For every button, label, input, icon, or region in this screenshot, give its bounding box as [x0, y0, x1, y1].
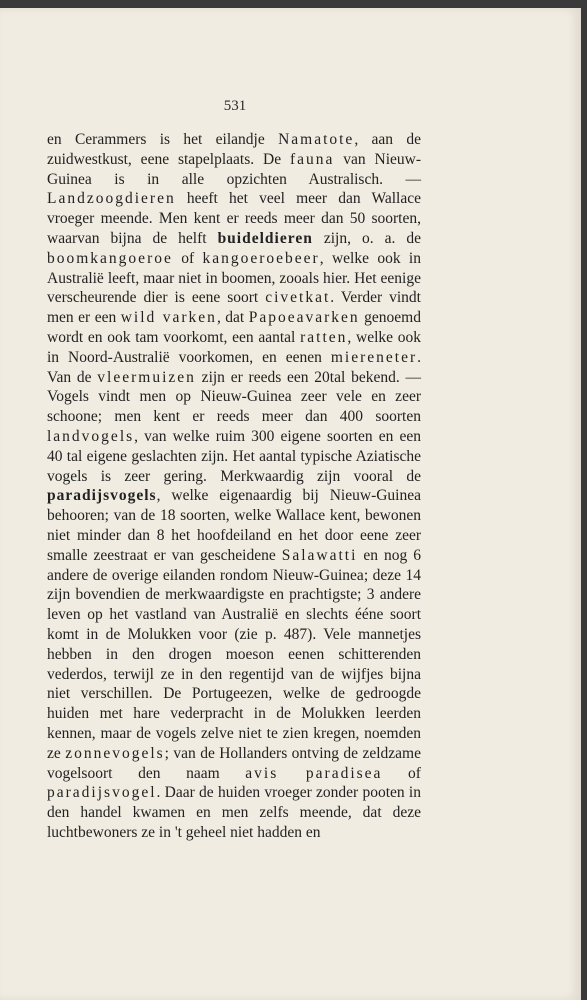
text-run: , welke ook in Australië leeft, maar niet in boomen, zooals hier. Het eenige verscheurende dier is eene soort — [47, 249, 421, 307]
text-run: , welke ook in Noord-Australië voorkomen, en eenen — [47, 328, 421, 366]
text-run: . Verder vindt men er een — [47, 289, 421, 327]
spaced-term: Papoeavarken — [248, 309, 360, 327]
page-number: 531 — [223, 98, 247, 114]
spaced-term: landvogels — [47, 427, 135, 445]
spaced-term: civetkat — [265, 289, 331, 307]
spaced-term: zonnevogels — [65, 744, 165, 762]
text-run: De — [263, 150, 290, 168]
text-run: of — [172, 249, 203, 267]
text-run: , dat — [216, 309, 249, 327]
spaced-term: Namatote — [278, 131, 355, 148]
spaced-term: Landzoogdieren — [47, 190, 176, 208]
text-run: en Cerammers is het eilandje — [47, 131, 279, 148]
text-run: . Daar de huiden vroeger zonder pooten in den handel kwamen en men zelfs meende, dat deze luchtbewoners ze in 't geheel niet hadden en — [47, 784, 421, 841]
text-run: , aan de zuidwestkust, eene stapelplaats. — [47, 131, 421, 168]
text-run: , van welke ruim 300 eigene soorten en een 40 tal eigene geslachten zijn. Het aantal typische Aziatische vogels is zeer gering. Merkwaardig zijn vooral de — [47, 427, 421, 485]
text-run: zijn er reeds een 20tal bekend. — Vogels vindt men op Nieuw-Guinea zeer vele en zeer schoone; men kent er reeds meer dan 400 soorten — [47, 368, 421, 426]
spaced-term: miereneter — [330, 348, 418, 366]
spaced-term: fauna — [289, 150, 335, 168]
text-run: en nog 6 andere de overige eilanden rondom Nieuw-Guinea; deze 14 zijn bovendien de merkwaardigste en prachtigste; 3 andere leven op het vastland van Australië en slechts ééne soort komt in de Molukken voor (zie p. 487). Vele mannetjes hebben in den drogen moeson eenen schitterenden vederdos, terwijl ze in den regentijd van de wijfjes bijna niet verschillen. De Portugeezen, welke de gedroogde huiden met hare vederpracht in de Molukken leerden kennen, maar de vogels zelve niet te zien kregen, noemden ze — [47, 546, 421, 762]
spaced-term: kangoeroebeer — [202, 249, 320, 267]
spaced-term: vleermuizen — [97, 368, 196, 386]
bold-term: buideldieren — [217, 229, 313, 247]
spaced-term: Salawatti — [281, 546, 358, 564]
text-run: of — [382, 764, 421, 782]
bold-term: paradijsvogels — [47, 487, 157, 505]
spaced-term: avis paradisea — [245, 764, 383, 782]
paragraph — [47, 130, 421, 843]
body-text — [47, 130, 421, 843]
book-page — [0, 8, 581, 1000]
text-run: heeft het veel meer dan Wallace vroeger meende. Men kent er reeds meer dan 50 soorten, waarvan bijna de helft — [47, 190, 421, 247]
spaced-term: ratten — [300, 328, 348, 346]
text-run: zijn, o. a. de — [312, 229, 421, 247]
text-run: van Nieuw-Guinea is in alle opzichten Australisch. — — [47, 150, 421, 188]
text-run: genoemd wordt en ook tam voorkomt, een aantal — [47, 309, 421, 346]
spaced-term: boomkangoeroe — [47, 249, 173, 267]
spaced-term: wild varken — [120, 309, 217, 327]
text-run: , welke eigenaardig bij Nieuw-Guinea behooren; van de 18 soorten, welke Wallace kent, bewonen niet minder dan 8 het hoofdeiland en het door eene zeer smalle zeestraat er van gescheidene — [47, 487, 421, 564]
text-run: ; van de Hollanders ontving de zeldzame vogelsoort den naam — [47, 744, 421, 782]
spaced-term: paradijsvogel — [47, 784, 157, 802]
text-run: . Van de — [47, 348, 421, 386]
